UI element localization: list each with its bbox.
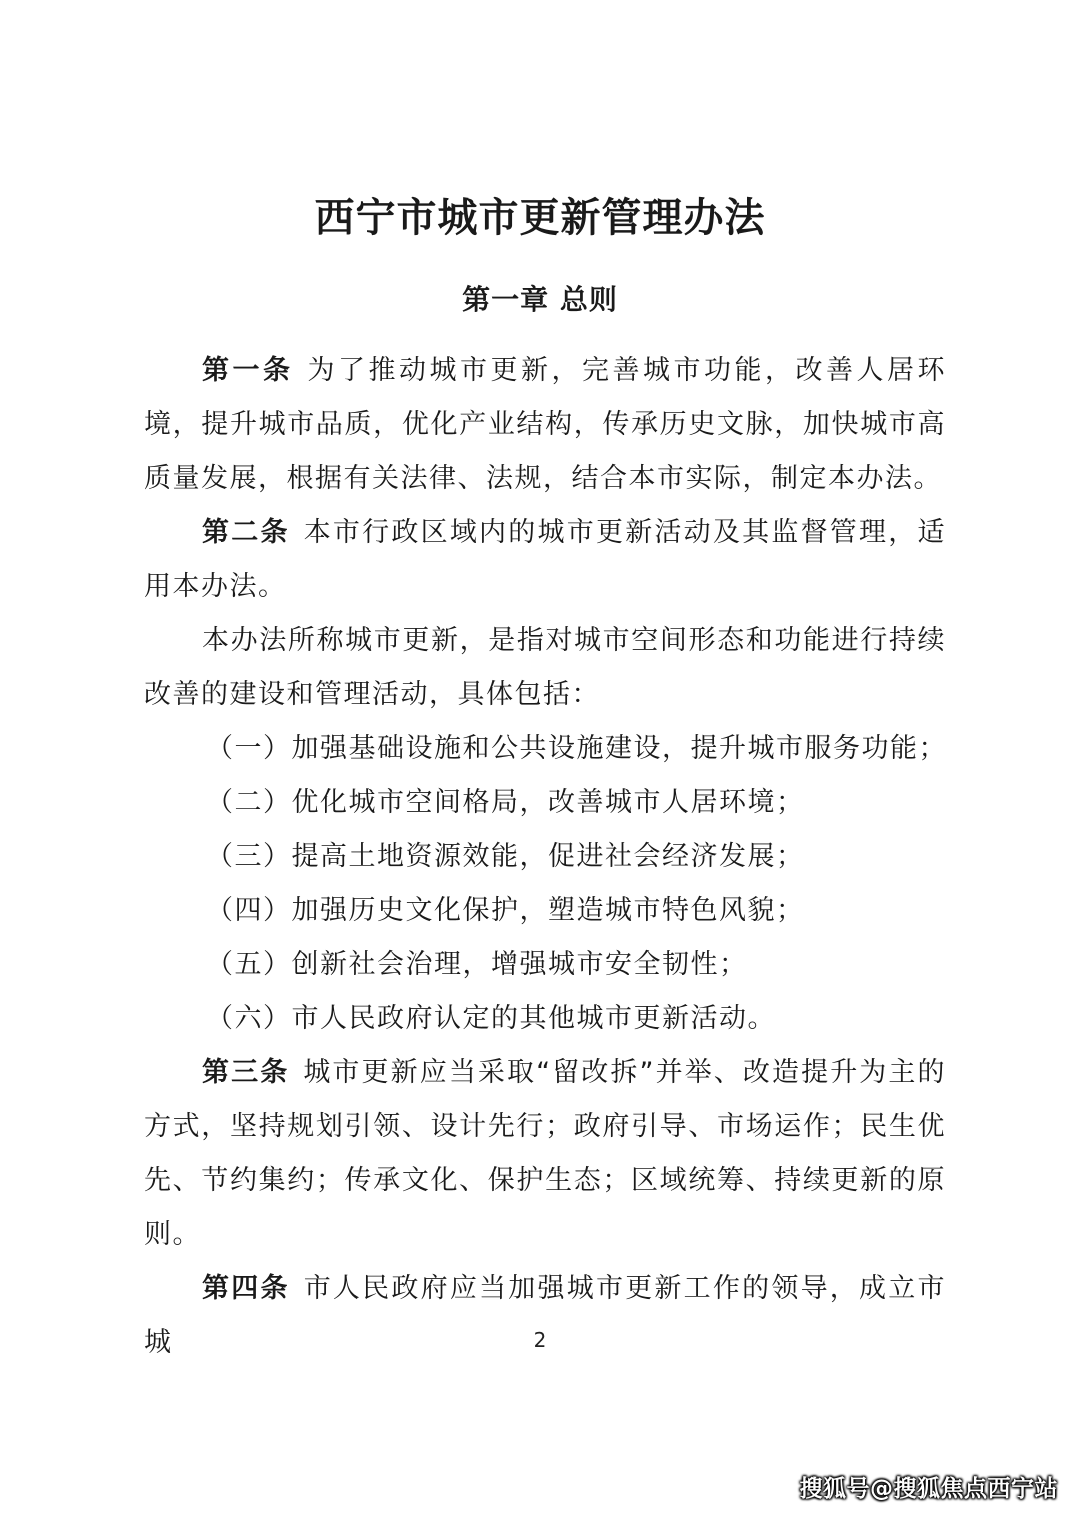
document-body: [144, 344, 946, 1370]
article-3-label: 第三条: [202, 1057, 290, 1088]
article-2-text: 本市行政区域内的城市更新活动及其监督管理，适用本办法。: [144, 517, 946, 602]
article-1-label: 第一条: [202, 355, 294, 386]
page-number: 2: [533, 1328, 547, 1352]
list-item: （一）加强基础设施和公共设施建设，提升城市服务功能；: [206, 733, 947, 764]
source-watermark: 搜狐号@搜狐焦点西宁站: [799, 1476, 1058, 1502]
document-title: 西宁市城市更新管理办法: [314, 194, 766, 241]
article-2-label: 第二条: [202, 517, 290, 548]
article-1: [144, 344, 946, 506]
list-item: （二）优化城市空间格局，改善城市人居环境；: [206, 787, 805, 818]
list-item: （三）提高土地资源效能，促进社会经济发展；: [206, 841, 805, 872]
article-4: [144, 1262, 946, 1370]
definition-paragraph: 本办法所称城市更新，是指对城市空间形态和功能进行持续改善的建设和管理活动，具体包括：: [144, 625, 946, 710]
article-4-text: 市人民政府应当加强城市更新工作的领导，成立市城: [144, 1273, 946, 1358]
chapter-heading: 第一章 总则: [462, 283, 618, 316]
list-item: （五）创新社会治理，增强城市安全韧性；: [206, 949, 748, 980]
article-3: [144, 1046, 946, 1262]
article-3-text: 城市更新应当采取“留改拆”并举、改造提升为主的方式，坚持规划引领、设计先行；政府引导、市场运作；民生优先、节约集约；传承文化、保护生态；区域统筹、持续更新的原则。: [144, 1057, 947, 1250]
article-4-label: 第四条: [202, 1273, 290, 1304]
article-1-text: 为了推动城市更新，完善城市功能，改善人居环境，提升城市品质，优化产业结构，传承历史文脉，加快城市高质量发展，根据有关法律、法规，结合本市实际，制定本办法。: [144, 355, 946, 494]
list-item: （四）加强历史文化保护，塑造城市特色风貌；: [206, 895, 805, 926]
list-item: （六）市人民政府认定的其他城市更新活动。: [206, 1003, 776, 1034]
article-2: [144, 506, 946, 614]
